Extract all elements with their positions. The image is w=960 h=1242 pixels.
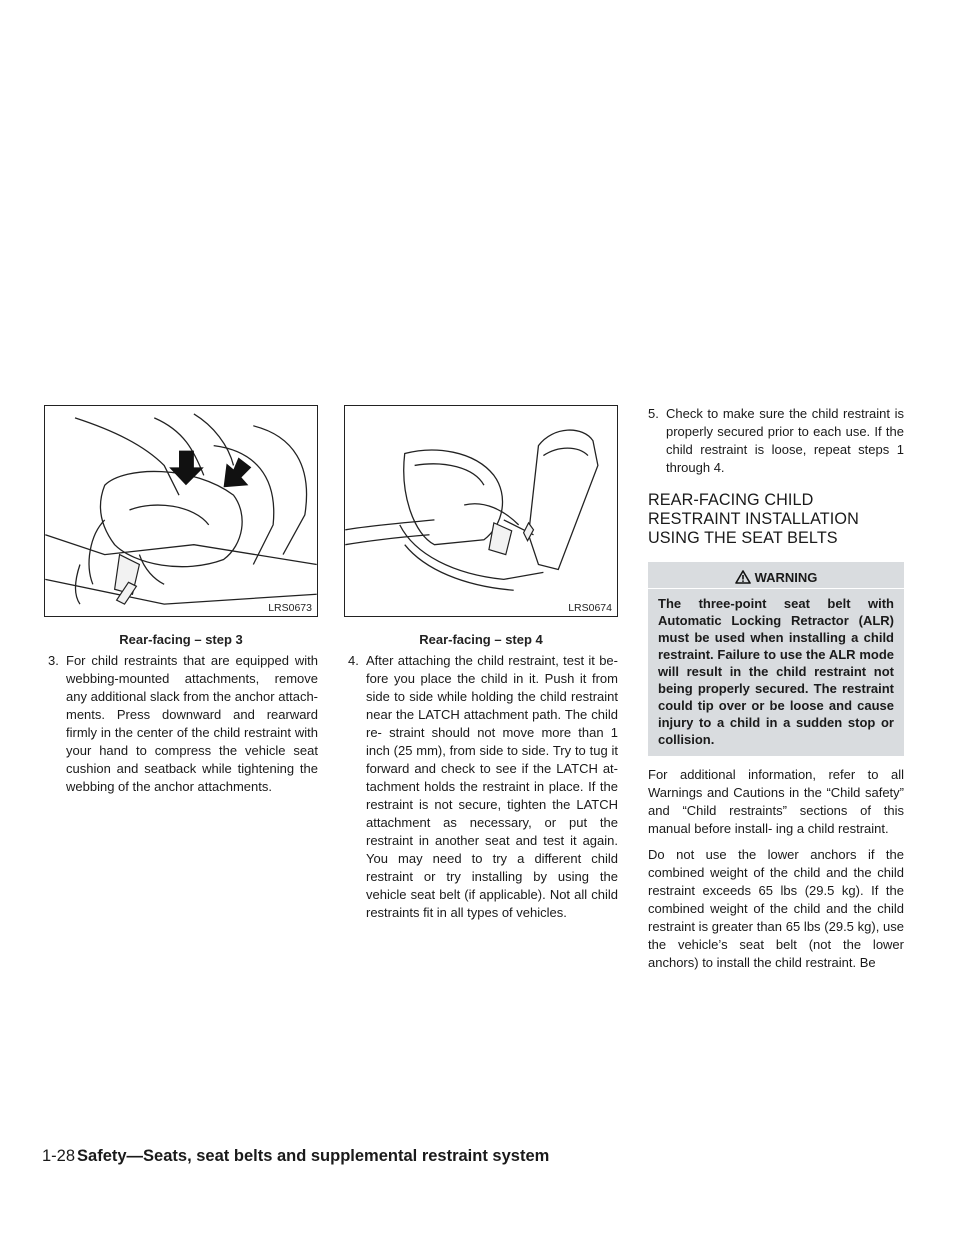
warning-text: The three-point seat belt with Automatic Locking Retractor (ALR) must be used when installing a child restraint. Failure to use the ALR mode will result in the child restraint not being properly secured. The restraint could tip over or be loose and cause injury to a child in a sudden stop or collision. <box>658 596 894 747</box>
down-arrow-icon <box>224 458 252 488</box>
step-number: 4. <box>348 653 359 668</box>
step-3 <box>48 652 318 796</box>
down-arrow-icon <box>169 451 204 486</box>
page-number: 1-28 <box>42 1147 76 1165</box>
figure-caption: Rear-facing – step 3 <box>119 632 243 647</box>
step-4 <box>348 652 618 922</box>
step-5 <box>648 405 904 477</box>
warning-label: WARNING <box>754 569 818 585</box>
step-number: 3. <box>48 653 59 668</box>
paragraph: Do not use the lower anchors if the combined weight of the child and the child restraint exceeds 65 lbs (29.5 kg). If the combined weight of the child and the child restraint is greater than 65 lbs (29.5 kg), use the vehicle’s seat belt (not the lower anchors) to install the child restraint. Be <box>648 847 904 970</box>
figure-caption: Rear-facing – step 4 <box>419 632 543 647</box>
step-text: Check to make sure the child restraint is properly secured prior to each use. If the child restraint is loose, repeat steps 1 through 4. <box>666 406 904 475</box>
warning-triangle-icon <box>735 570 751 584</box>
right-column <box>648 405 904 972</box>
step-text: After attaching the child restraint, test it be- fore you place the child in it. Push it from side to side while holding the child restraint near the LATCH attachment path. The child re- straint should not move more than 1 inch (25 mm), from side to side. Try to tug it forward and check to see if the LATCH at- tachment holds the restraint in place. If the restraint is not secure, tighten the LATCH attachment as necessary, or put the restraint in another seat and test it again. You may need to try a different child restraint or try installing by using the vehicle seat belt (if applicable). Not all child restraints fit in all types of vehicles. <box>366 653 618 920</box>
step-number: 5. <box>648 406 659 421</box>
figure-rear-facing-step-3 <box>44 405 318 617</box>
seat-illustration-step-3 <box>45 406 317 616</box>
step-text: For child restraints that are equipped with webbing-mounted attachments, remove any additional slack from the anchor attach- ments. Press downward and rearward firmly in the center of the child restraint with your hand to compress the vehicle seat cushion and seatback while tightening the webbing of the anchor attachments. <box>66 653 318 794</box>
page-footer <box>42 1147 549 1166</box>
figure-code: LRS0674 <box>568 602 612 614</box>
figure-rear-facing-step-4 <box>344 405 618 617</box>
seat-illustration-step-4 <box>345 406 617 616</box>
section-heading: REAR-FACING CHILD RESTRAINT INSTALLATION USING THE SEAT BELTS <box>648 491 859 547</box>
figure-code: LRS0673 <box>268 602 312 614</box>
warning-header <box>648 566 904 589</box>
section-title: Safety—Seats, seat belts and supplemental restraint system <box>77 1147 550 1165</box>
paragraph: For additional information, refer to all Warnings and Cautions in the “Child safety” and “Child restraints” sections of this manual before install- ing a child restraint. <box>648 767 904 836</box>
warning-box <box>648 562 904 756</box>
